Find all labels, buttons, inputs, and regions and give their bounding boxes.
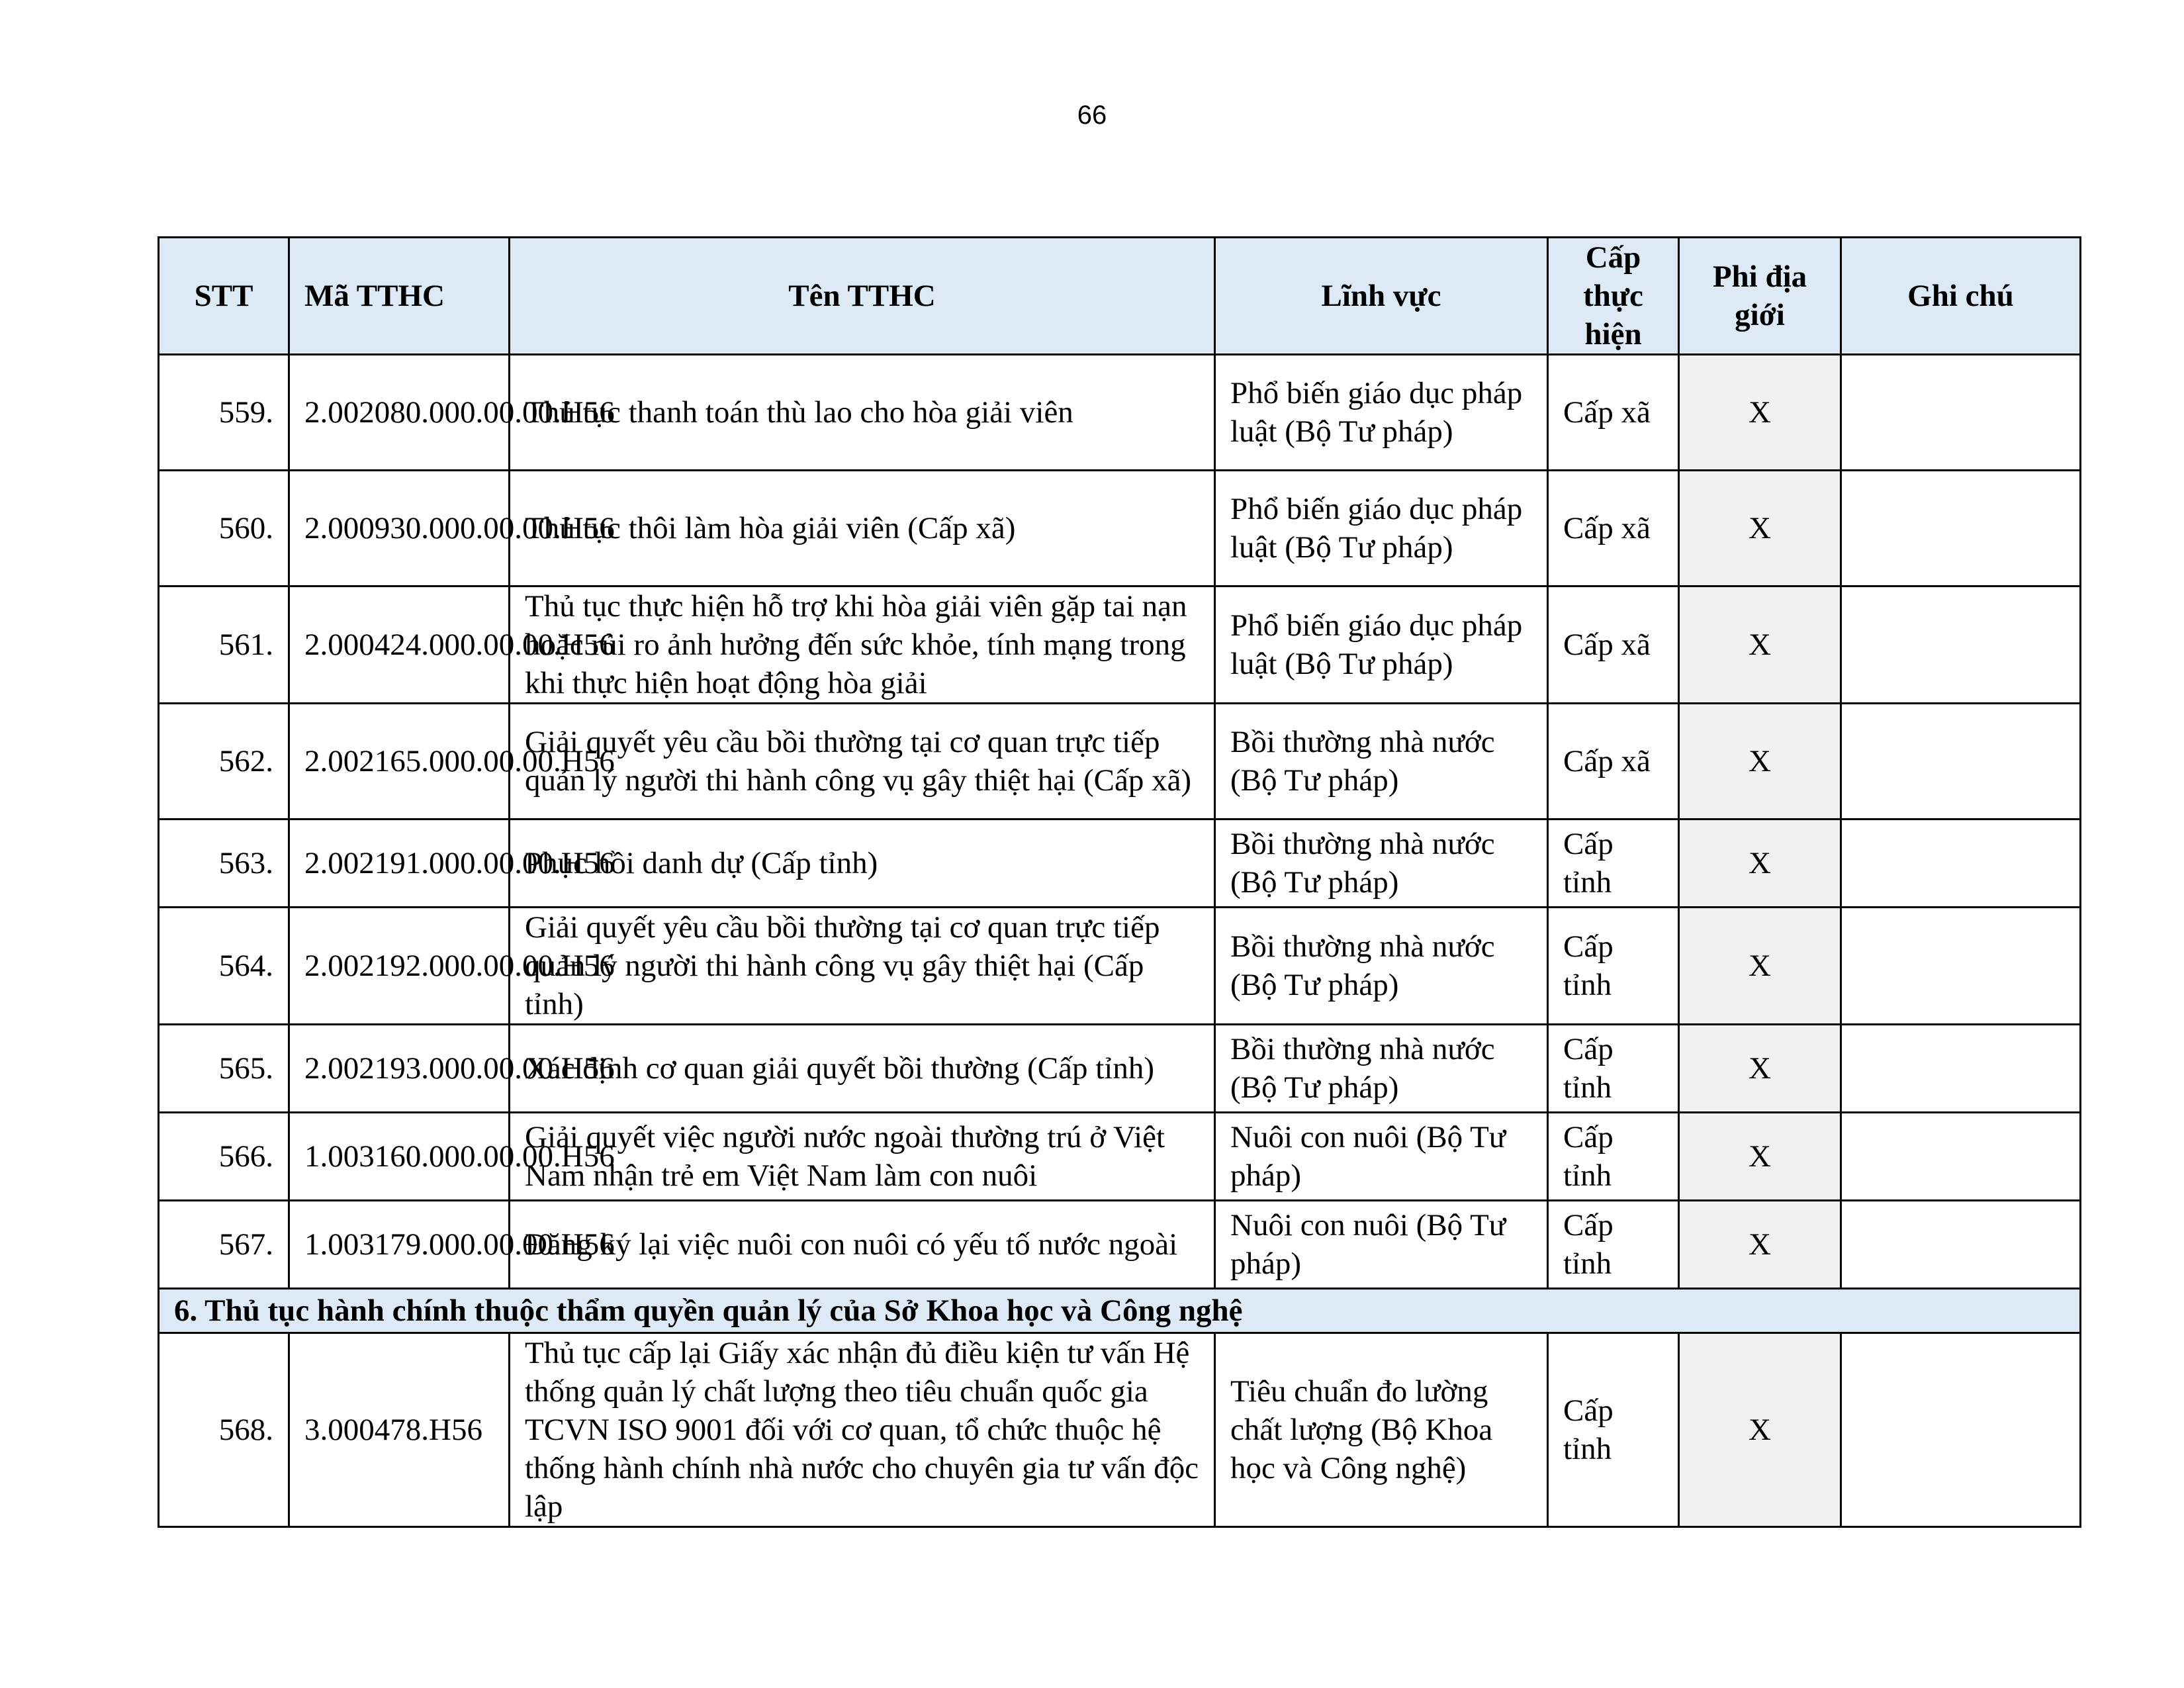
- row-note: [1841, 704, 2081, 820]
- row-level: Cấp tỉnh: [1548, 1113, 1679, 1201]
- row-field: Bồi thường nhà nước (Bộ Tư pháp): [1215, 820, 1548, 908]
- table-row: [159, 586, 2081, 704]
- row-stt: 560.: [159, 471, 289, 586]
- table-header-row: [159, 238, 2081, 355]
- row-name: Thủ tục thanh toán thù lao cho hòa giải viên: [510, 355, 1215, 471]
- row-name: Đăng ký lại việc nuôi con nuôi có yếu tố nước ngoài: [510, 1201, 1215, 1289]
- header-name: Tên TTHC: [510, 238, 1215, 355]
- header-level: Cấp thực hiện: [1548, 238, 1679, 355]
- row-name: Phục hồi danh dự (Cấp tỉnh): [510, 820, 1215, 908]
- row-level: Cấp xã: [1548, 704, 1679, 820]
- header-stt: STT: [159, 238, 289, 355]
- row-note: [1841, 1113, 2081, 1201]
- row-level: Cấp tỉnh: [1548, 908, 1679, 1025]
- row-field: Phổ biến giáo dục pháp luật (Bộ Tư pháp): [1215, 355, 1548, 471]
- row-note: [1841, 1025, 2081, 1113]
- row-field: Bồi thường nhà nước (Bộ Tư pháp): [1215, 704, 1548, 820]
- row-name: Thủ tục thôi làm hòa giải viên (Cấp xã): [510, 471, 1215, 586]
- table-row: [159, 1333, 2081, 1527]
- row-stt: 565.: [159, 1025, 289, 1113]
- row-name: Thủ tục cấp lại Giấy xác nhận đủ điều kiện tư vấn Hệ thống quản lý chất lượng theo tiêu chuẩn quốc gia TCVN ISO 9001 đối với cơ quan, tổ chức thuộc hệ thống hành chính nhà nước cho chuyên gia tư vấn độc lập: [510, 1333, 1215, 1527]
- row-level: Cấp tỉnh: [1548, 1201, 1679, 1289]
- table-row: [159, 355, 2081, 471]
- row-stt: 568.: [159, 1333, 289, 1527]
- row-note: [1841, 1201, 2081, 1289]
- table-row: [159, 1201, 2081, 1289]
- header-code: Mã TTHC: [289, 238, 510, 355]
- row-code: 2.000930.000.00.00.H56: [289, 471, 510, 586]
- section-header-row: [159, 1289, 2081, 1333]
- row-field: Tiêu chuẩn đo lường chất lượng (Bộ Khoa học và Công nghệ): [1215, 1333, 1548, 1527]
- row-non-geo: X: [1679, 355, 1841, 471]
- row-non-geo: X: [1679, 1113, 1841, 1201]
- table-row: [159, 1025, 2081, 1113]
- row-level: Cấp xã: [1548, 586, 1679, 704]
- row-level: Cấp xã: [1548, 471, 1679, 586]
- row-field: Phổ biến giáo dục pháp luật (Bộ Tư pháp): [1215, 586, 1548, 704]
- row-level: Cấp xã: [1548, 355, 1679, 471]
- row-field: Bồi thường nhà nước (Bộ Tư pháp): [1215, 908, 1548, 1025]
- table-row: [159, 820, 2081, 908]
- row-field: Nuôi con nuôi (Bộ Tư pháp): [1215, 1113, 1548, 1201]
- header-field: Lĩnh vực: [1215, 238, 1548, 355]
- row-stt: 566.: [159, 1113, 289, 1201]
- table-row: [159, 704, 2081, 820]
- row-level: Cấp tỉnh: [1548, 1333, 1679, 1527]
- row-name: Giải quyết yêu cầu bồi thường tại cơ quan trực tiếp quản lý người thi hành công vụ gây thiệt hại (Cấp xã): [510, 704, 1215, 820]
- row-name: Giải quyết việc người nước ngoài thường trú ở Việt Nam nhận trẻ em Việt Nam làm con nuôi: [510, 1113, 1215, 1201]
- row-level: Cấp tỉnh: [1548, 1025, 1679, 1113]
- table-row: [159, 1113, 2081, 1201]
- row-code: 1.003179.000.00.00.H56: [289, 1201, 510, 1289]
- row-non-geo: X: [1679, 586, 1841, 704]
- row-stt: 559.: [159, 355, 289, 471]
- row-code: 2.002192.000.00.00.H56: [289, 908, 510, 1025]
- row-note: [1841, 471, 2081, 586]
- row-note: [1841, 908, 2081, 1025]
- header-note: Ghi chú: [1841, 238, 2081, 355]
- row-code: 2.002080.000.00.00.H56: [289, 355, 510, 471]
- row-name: Giải quyết yêu cầu bồi thường tại cơ quan trực tiếp quản lý người thi hành công vụ gây thiệt hại (Cấp tỉnh): [510, 908, 1215, 1025]
- row-field: Nuôi con nuôi (Bộ Tư pháp): [1215, 1201, 1548, 1289]
- row-stt: 561.: [159, 586, 289, 704]
- row-name: Thủ tục thực hiện hỗ trợ khi hòa giải viên gặp tai nạn hoặc rủi ro ảnh hưởng đến sức khỏe, tính mạng trong khi thực hiện hoạt động hòa giải: [510, 586, 1215, 704]
- row-code: 2.002191.000.00.00.H56: [289, 820, 510, 908]
- row-name: Xác định cơ quan giải quyết bồi thường (Cấp tỉnh): [510, 1025, 1215, 1113]
- row-code: 3.000478.H56: [289, 1333, 510, 1527]
- row-level: Cấp tỉnh: [1548, 820, 1679, 908]
- header-non-geo: Phi địa giới: [1679, 238, 1841, 355]
- row-note: [1841, 355, 2081, 471]
- row-non-geo: X: [1679, 820, 1841, 908]
- page-number: 66: [1077, 101, 1107, 130]
- table-row: [159, 908, 2081, 1025]
- row-code: 2.000424.000.00.00.H56: [289, 586, 510, 704]
- table-row: [159, 471, 2081, 586]
- row-non-geo: X: [1679, 908, 1841, 1025]
- section-heading: 6. Thủ tục hành chính thuộc thẩm quyền quản lý của Sở Khoa học và Công nghệ: [159, 1289, 2081, 1333]
- row-stt: 567.: [159, 1201, 289, 1289]
- procedures-table: [158, 236, 2081, 1528]
- row-code: 2.002193.000.00.00.H56: [289, 1025, 510, 1113]
- row-note: [1841, 586, 2081, 704]
- row-non-geo: X: [1679, 471, 1841, 586]
- row-note: [1841, 820, 2081, 908]
- row-note: [1841, 1333, 2081, 1527]
- row-field: Phổ biến giáo dục pháp luật (Bộ Tư pháp): [1215, 471, 1548, 586]
- row-code: 2.002165.000.00.00.H56: [289, 704, 510, 820]
- row-non-geo: X: [1679, 1201, 1841, 1289]
- row-non-geo: X: [1679, 704, 1841, 820]
- row-code: 1.003160.000.00.00.H56: [289, 1113, 510, 1201]
- row-stt: 564.: [159, 908, 289, 1025]
- row-field: Bồi thường nhà nước (Bộ Tư pháp): [1215, 1025, 1548, 1113]
- row-non-geo: X: [1679, 1333, 1841, 1527]
- row-stt: 562.: [159, 704, 289, 820]
- row-stt: 563.: [159, 820, 289, 908]
- row-non-geo: X: [1679, 1025, 1841, 1113]
